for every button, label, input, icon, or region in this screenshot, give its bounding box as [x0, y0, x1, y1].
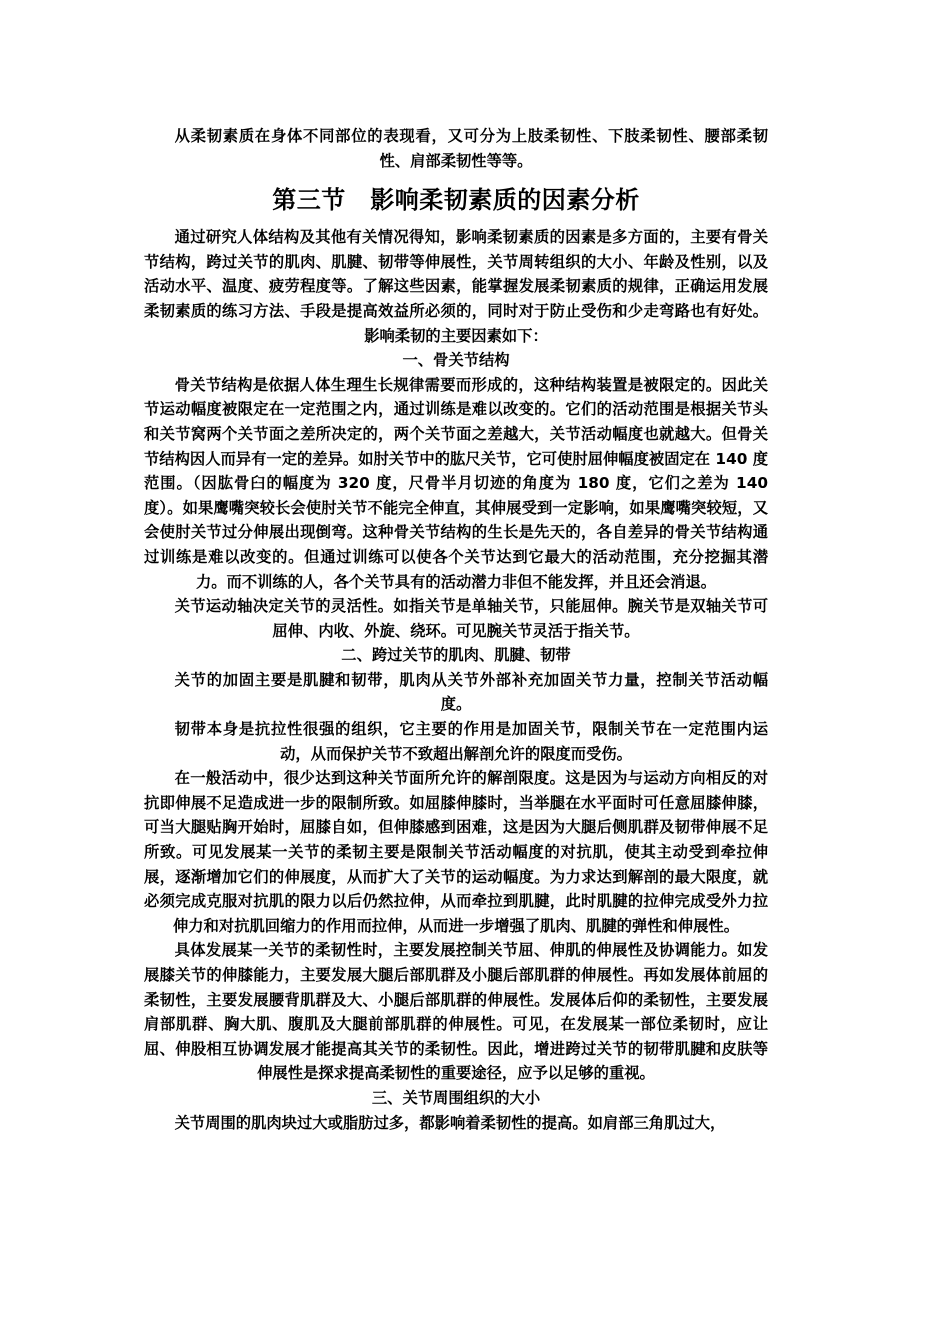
surrounding-tissue-paragraph: 关节周围的肌肉块过大或脂肪过多，都影响着柔韧性的提高。如肩部三角肌过大， — [174, 1113, 726, 1132]
ligament-paragraph: 韧带本身是抗拉性很强的组织，它主要的作用是加固关节，限制关节在一定范围内运动，从而保护关节不致超出解剖允许的限度而受伤。 — [174, 720, 768, 763]
joint-axis-paragraph: 关节运动轴决定关节的灵活性。如指关节是单轴关节，只能屈伸。腕关节是双轴关节可屈伸、内收、外旋、绕环。可见腕关节灵活于指关节。 — [174, 597, 768, 640]
specific-development-paragraph: 具体发展某一关节的柔韧性时，主要发展控制关节屈、伸肌的伸展性及协调能力。如发展膝关节的伸膝能力，主要发展大腿后部肌群及小腿后部肌群的伸展性。再如发展体前屈的柔韧性，主要发展腰背肌群及大、小腿后部肌群的伸展性。发展体后仰的柔韧性，主要发展肩部肌群、胸大肌、腹肌及大腿前部肌群的伸展性。可见，在发展某一部位柔韧时，应让屈、伸股相互协调发展才能提高其关节的柔韧性。因此，增进跨过关节的韧带肌腱和皮肤等伸展性是探求提高柔韧性的重要途径，应予以足够的重视。 — [144, 941, 768, 1083]
reinforcement-paragraph: 关节的加固主要是肌腱和韧带，肌肉从关节外部补充加固关节力量，控制关节活动幅度。 — [174, 670, 768, 714]
subheading-bone-structure: 一、骨关节结构 — [402, 351, 510, 370]
section-title: 第三节 影响柔韧素质的因素分析 — [272, 186, 640, 215]
subheading-muscle-tendon-ligament: 二、跨过关节的肌肉、肌腱、韧带 — [341, 646, 571, 665]
overview-paragraph: 通过研究人体结构及其他有关情况得知，影响柔韧素质的因素是多方面的，主要有骨关节结构，跨过关节的肌肉、肌腱、韧带等伸展性，关节周转组织的大小、年龄及性别，以及活动水平、温度、疲劳程度等。了解这些因素，能掌握发展柔韧素质的规律，正确运用发展柔韧素质的练习方法、手段是提高效益所必须的，同时对于防止受伤和少走弯路也有好处。影响柔韧的主要因素如下： — [144, 228, 768, 345]
general-activity-paragraph: 在一般活动中，很少达到这种关节面所允许的解剖限度。这是因为与运动方向相反的对抗即伸展不足造成进一步的限制所致。如屈膝伸膝时，当举腿在水平面时可任意屈膝伸膝，可当大腿贴胸开始时，屈膝自如，但伸膝感到困难，这是因为大腿后侧肌群及韧带伸展不足所致。可见发展某一关节的柔韧主要是限制关节活动幅度的对抗肌，使其主动受到牵拉伸展，逐渐增加它们的伸展度，从而扩大了关节的运动幅度。为力求达到解剖的最大限度，就必须完成克服对抗肌的限力以后仍然拉伸，从而牵拉到肌腱，此时肌腱的拉伸完成受外力拉伸力和对抗肌回缩力的作用而拉伸，从而进一步增强了肌肉、肌腱的弹性和伸展性。 — [144, 769, 768, 935]
bone-structure-paragraph: 骨关节结构是依据人体生理生长规律需要而形成的，这种结构装置是被限定的。因此关节运动幅度被限定在一定范围之内，通过训练是难以改变的。它们的活动范围是根据关节头和关节窝两个关节面之差所决定的，两个关节面之差越大，关节活动幅度也就越大。但骨关节结构因人而异有一定的差异。如肘关节中的肱尺关节，它可使肘屈伸幅度被固定在 140 度范围。（因肱骨臼的幅度为 320 度，尺骨半月切迹的角度为 180 度，它们之差为 140 度）。如果鹰嘴突较长会使肘关节不能完全伸直，其伸展受到一定影响，如果鹰嘴突较短，又会使肘关节过分伸展出现倒弯。这种骨关节结构的生长是先天的，各自差异的骨关节结构通过训练是难以改变的。但通过训练可以使各个关节达到它最大的活动范围，充分挖掘其潜力。而不训练的人，各个关节具有的活动潜力非但不能发挥，并且还会消退。 — [144, 375, 768, 591]
intro-paragraph: 从柔韧素质在身体不同部位的表现看，又可分为上肢柔韧性、下肢柔韧性、腰部柔韧性、肩部柔韧性等等。 — [174, 127, 768, 170]
subheading-surrounding-tissue: 三、关节周围组织的大小 — [371, 1088, 541, 1107]
